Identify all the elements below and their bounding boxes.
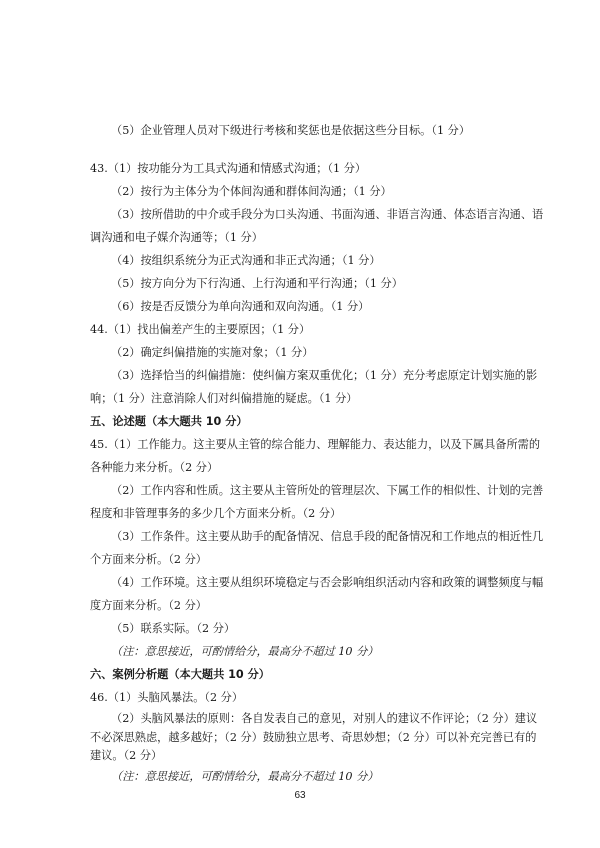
text-line: 43.（1）按功能分为工具式沟通和情感式沟通；（1 分） <box>90 162 367 175</box>
text-line: 度方面来分析。（2 分） <box>90 599 207 612</box>
text-line: （5）按方向分为下行沟通、上行沟通和平行沟通；（1 分） <box>111 277 403 290</box>
text-line: 不必深思熟虑，越多越好；（2 分）鼓励独立思考、奇思妙想；（2 分）可以补充完善已有的 <box>90 731 537 744</box>
text-line: （2）工作内容和性质。这主要从主管所处的管理层次、下属工作的相似性、计划的完善 <box>111 484 544 497</box>
text-line: 个方面来分析。（2 分） <box>90 553 207 566</box>
text-line: 46.（1）头脑风暴法。（2 分） <box>90 691 244 704</box>
text-line: （4）按组织系统分为正式沟通和非正式沟通；（1 分） <box>111 254 381 267</box>
text-line: 调沟通和电子媒介沟通等；（1 分） <box>90 231 263 244</box>
text-line: （5）联系实际。（2 分） <box>111 622 236 635</box>
scoring-note: （注：意思接近，可酌情给分，最高分不超过 10 分） <box>111 645 379 658</box>
text-line: （3）按所借助的中介或手段分为口头沟通、书面沟通、非语言沟通、体态语言沟通、语 <box>111 208 544 221</box>
text-line: （2）按行为主体分为个体间沟通和群体间沟通；（1 分） <box>111 185 392 198</box>
text-line: （4）工作环境。这主要从组织环境稳定与否会影响组织活动内容和政策的调整频度与幅 <box>111 576 544 589</box>
text-line: 建议。（2 分） <box>90 749 163 762</box>
text-line: （2）确定纠偏措施的实施对象；（1 分） <box>111 346 314 359</box>
text-line: （2）头脑风暴法的原则：各自发表自己的意见，对别人的建议不作评论；（2 分）建议 <box>111 712 538 725</box>
text-line: 程度和非管理事务的多少几个方面来分析。（2 分） <box>90 507 342 520</box>
text-line: （3）工作条件。这主要从助手的配备情况、信息手段的配备情况和工作地点的相近性几 <box>111 530 544 543</box>
text-line: （3）选择恰当的纠偏措施：使纠偏方案双重优化；（1 分）充分考虑原定计划实施的影 <box>111 369 538 382</box>
page-number: 63 <box>294 790 306 801</box>
section-heading: 六、案例分析题（本大题共 10 分） <box>90 668 270 681</box>
text-line: 44.（1）找出偏差产生的主要原因；（1 分） <box>90 323 311 336</box>
section-heading: 五、论述题（本大题共 10 分） <box>90 415 248 428</box>
text-line: 45.（1）工作能力。这主要从主管的综合能力、理解能力、表达能力，以及下属具备所需的 <box>90 438 541 451</box>
text-line: 各种能力来分析。（2 分） <box>90 461 219 474</box>
text-line: （6）按是否反馈分为单向沟通和双向沟通。（1 分） <box>111 300 370 313</box>
text-line: 响；（1 分）注意消除人们对纠偏措施的疑虑。（1 分） <box>90 392 358 405</box>
scoring-note: （注：意思接近，可酌情给分，最高分不超过 10 分） <box>111 770 379 783</box>
text-line: （5）企业管理人员对下级进行考核和奖惩也是依据这些分目标。（1 分） <box>111 124 471 137</box>
